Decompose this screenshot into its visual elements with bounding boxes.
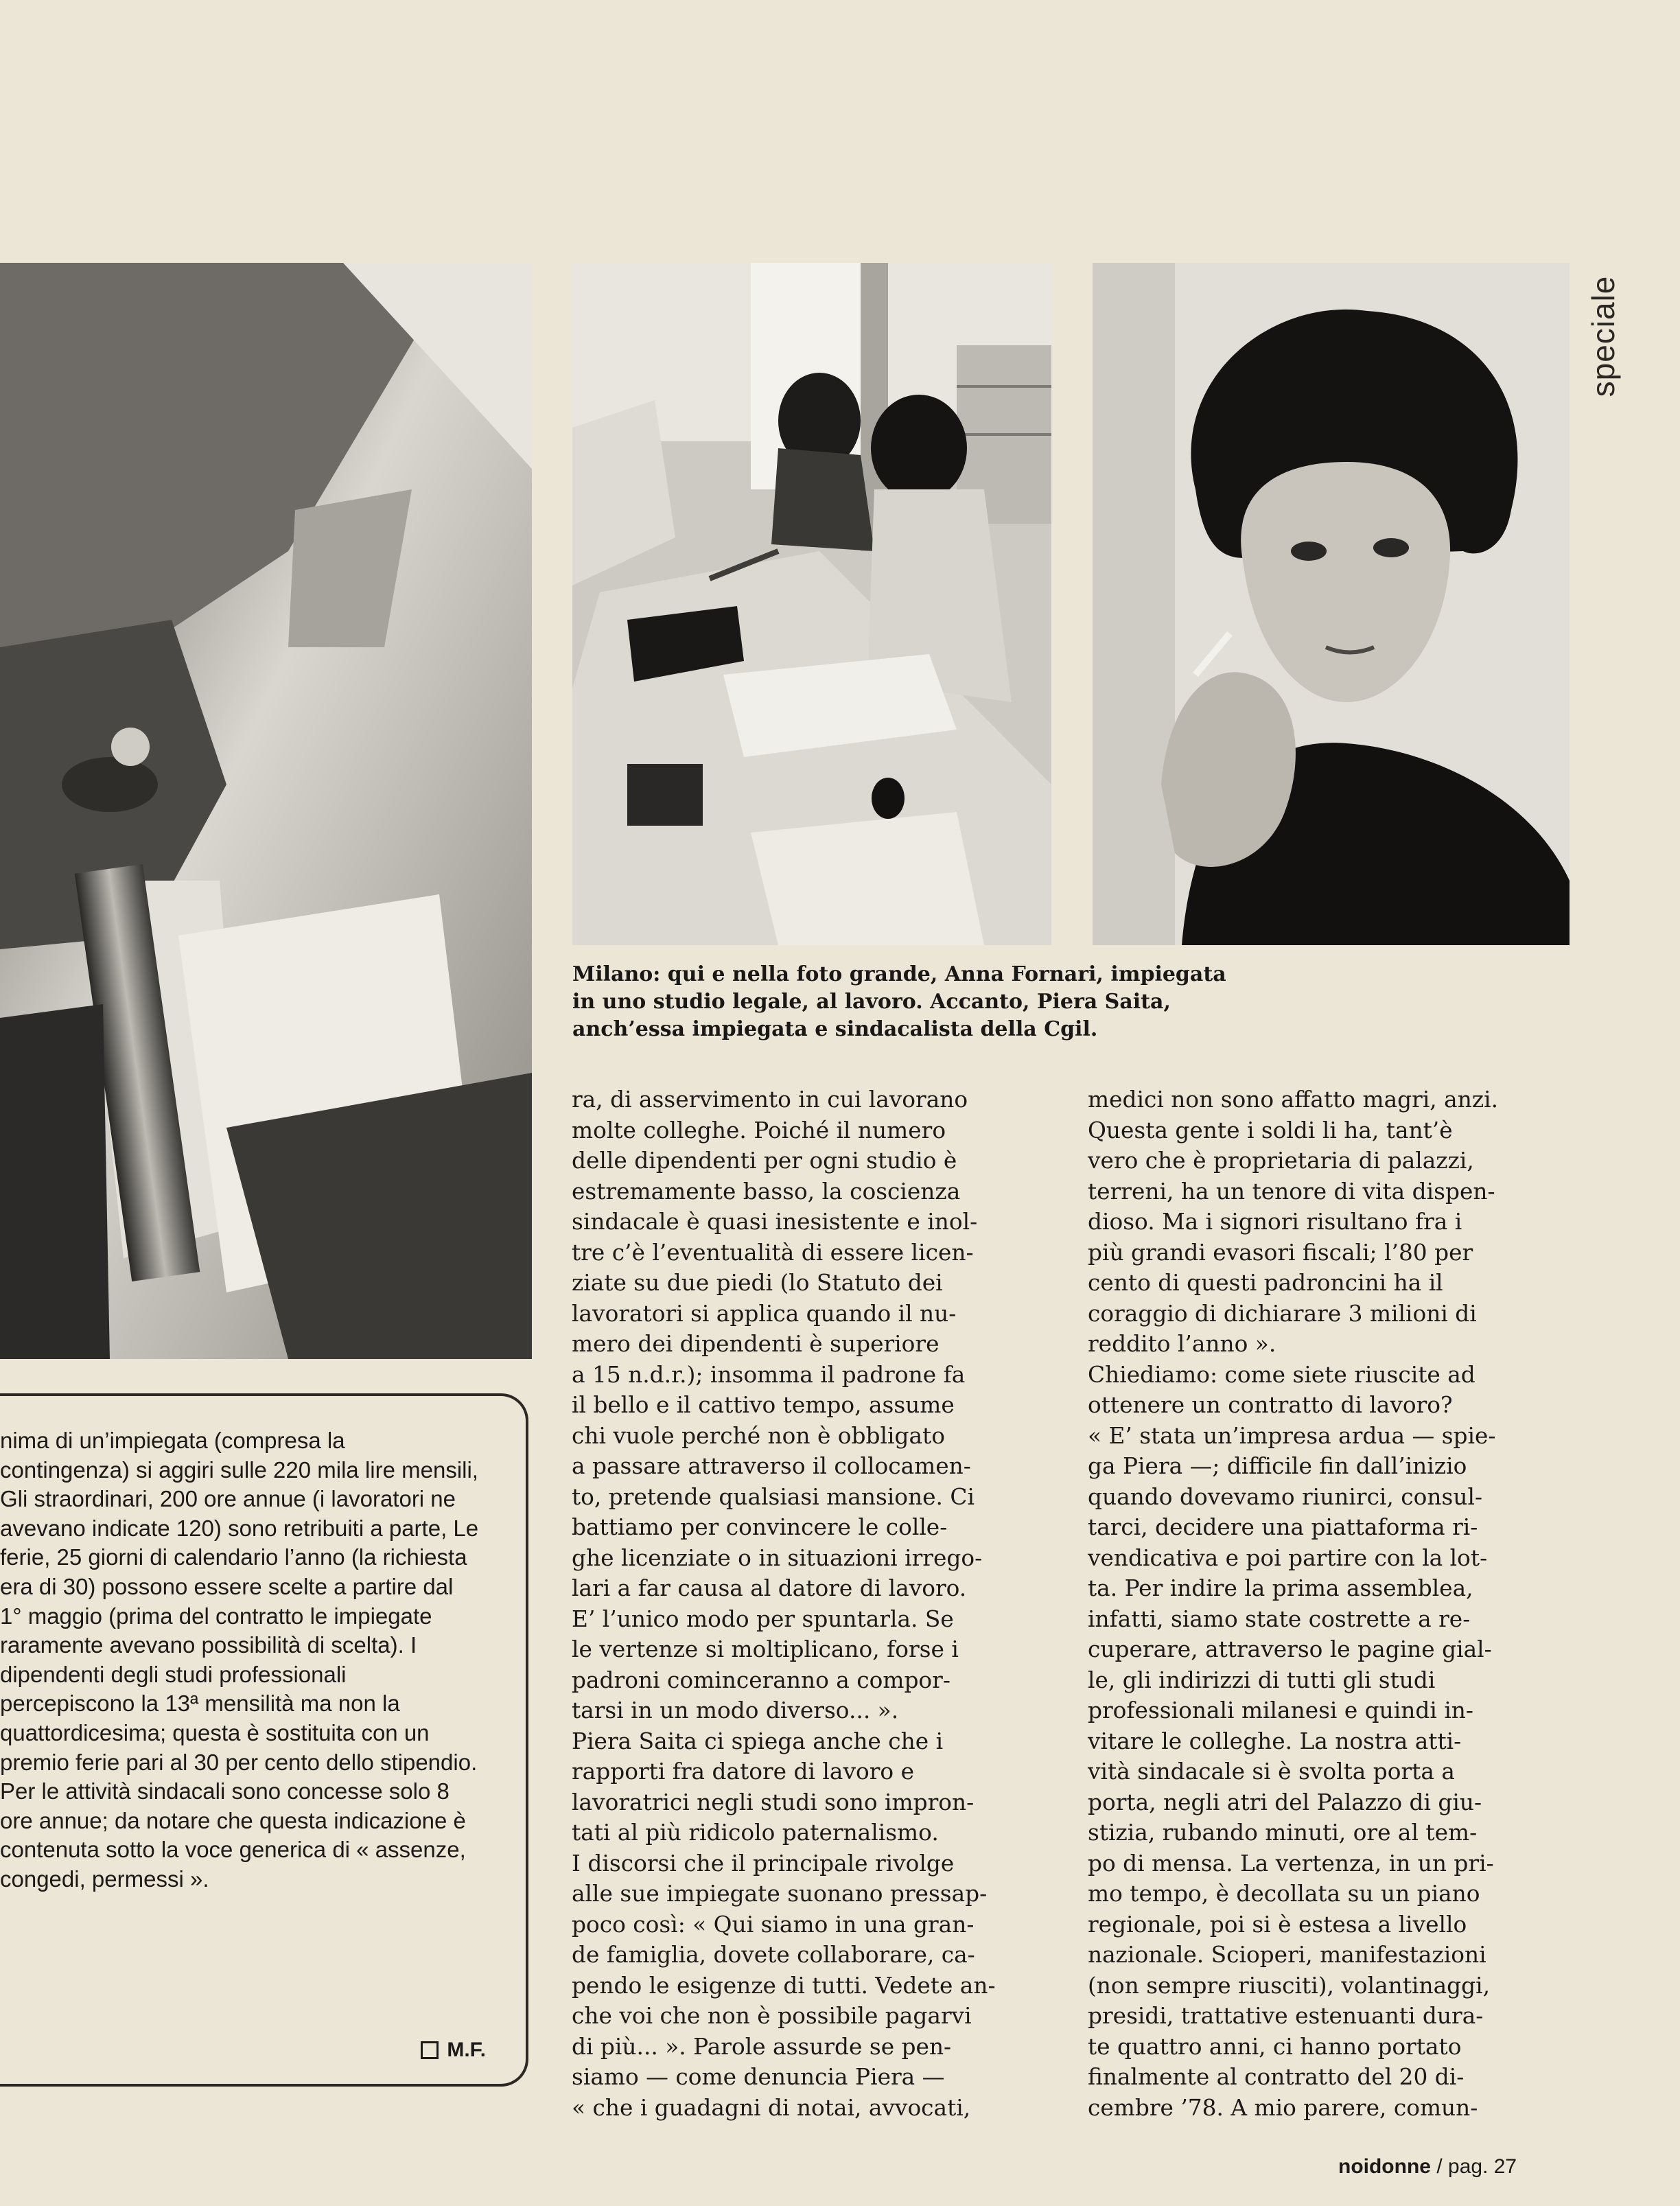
article-column-3	[1088, 1084, 1582, 2123]
text-line: quando dovevamo riunirci, consul-	[1088, 1483, 1483, 1510]
magazine-name: noidonne	[1338, 2155, 1431, 2178]
text-line: porta, negli atri del Palazzo di giu-	[1088, 1789, 1482, 1815]
text-line: il bello e il cattivo tempo, assume	[572, 1392, 955, 1418]
text-line: padroni cominceranno a compor-	[572, 1667, 950, 1693]
boxed-article-text: nima di un’impiegata (compresa la contingenza) si aggiri sulle 220 mila lire mensili, Gli straordinari, 200 ore annue (i lavoratori ne avevano indicate 120) sono retribuiti a parte, Le ferie, 25 giorni di calendario l’anno (la richiesta era di 30) possono essere scelte a partire dal 1° maggio (prima del contratto le impiegate raramente avevano possibilità di scelta). I dipendenti degli studi professionali percepiscono la 13ª mensilità ma non la quattordicesima; questa è sostituita con un premio ferie pari al 30 per cento dello stipendio. Per le attività sindacali sono concesse solo 8 ore annue; da notare che questa indicazione è contenuta sotto la voce generica di « assenze, congedi, permessi ».	[0, 1428, 479, 1892]
boxed-article	[0, 1393, 528, 2087]
text-line: ra, di asservimento in cui lavorano	[572, 1087, 968, 1113]
footer-separator: /	[1436, 2155, 1443, 2178]
author-signature	[421, 2039, 486, 2062]
text-line: siamo — come denuncia Piera —	[572, 2064, 945, 2090]
text-line: lari a far causa al datore di lavoro.	[572, 1575, 967, 1601]
text-line: ziate su due piedi (lo Statuto dei	[572, 1270, 943, 1296]
text-line: (non sempre riusciti), volantinaggi,	[1088, 1972, 1491, 1999]
page-footer	[1338, 2155, 1517, 2179]
text-line: lavoratrici negli studi sono impron-	[572, 1789, 975, 1815]
text-line: nazionale. Scioperi, manifestazioni	[1088, 1942, 1486, 1968]
text-line: finalmente al contratto del 20 di-	[1088, 2064, 1465, 2090]
page-number: pag. 27	[1448, 2155, 1517, 2178]
text-line: che voi che non è possibile pagarvi	[572, 2003, 972, 2029]
photo-caption	[572, 961, 1416, 1043]
text-line: tarci, decidere una piattaforma ri-	[1088, 1514, 1478, 1540]
text-line: alle sue impiegate suonano pressap-	[572, 1881, 988, 1907]
text-line: ottenere un contratto di lavoro?	[1088, 1392, 1453, 1418]
text-line: Questa gente i soldi li ha, tant’è	[1088, 1117, 1453, 1143]
text-line: le, gli indirizzi di tutti gli studi	[1088, 1667, 1436, 1693]
typewriter-photo	[0, 263, 532, 1359]
text-line: terreni, ha un tenore di vita dispen-	[1088, 1178, 1495, 1205]
text-line: ta. Per indire la prima assemblea,	[1088, 1575, 1473, 1601]
text-line: Chiediamo: come siete riuscite ad	[1088, 1361, 1475, 1388]
text-line: battiamo per convincere le colle-	[572, 1514, 948, 1540]
text-line: pendo le esigenze di tutti. Vedete an-	[572, 1972, 996, 1999]
section-label	[1576, 261, 1631, 412]
caption-line: anch’essa impiegata e sindacalista della Cgil.	[572, 1017, 1098, 1041]
article-column-2	[572, 1084, 1066, 2123]
text-line: ga Piera —; difficile fin dall’inizio	[1088, 1453, 1467, 1479]
text-line: a passare attraverso il collocamen-	[572, 1453, 971, 1479]
text-line: a 15 n.d.r.); insomma il padrone fa	[572, 1361, 966, 1388]
text-line: mo tempo, è decollata su un piano	[1088, 1881, 1480, 1907]
portrait-photo	[1093, 263, 1570, 945]
text-line: molte colleghe. Poiché il numero	[572, 1117, 946, 1143]
text-line: « che i guadagni di notai, avvocati,	[572, 2094, 971, 2121]
caption-line: Milano: qui e nella foto grande, Anna Fornari, impiegata	[572, 962, 1226, 986]
text-line: to, pretende qualsiasi mansione. Ci	[572, 1483, 975, 1510]
text-line: medici non sono affatto magri, anzi.	[1088, 1087, 1499, 1113]
text-line: lavoratori si applica quando il nu-	[572, 1300, 957, 1327]
text-line: « E’ stata un’impresa ardua — spie-	[1088, 1422, 1496, 1449]
text-line: vitare le colleghe. La nostra atti-	[1088, 1728, 1462, 1754]
text-line: te quattro anni, ci hanno portato	[1088, 2033, 1462, 2060]
author-initials: M.F.	[447, 2039, 486, 2061]
text-line: sindacale è quasi inesistente e inol-	[572, 1209, 978, 1235]
text-line: E’ l’unico modo per spuntarla. Se	[572, 1605, 954, 1632]
text-line: estremamente basso, la coscienza	[572, 1178, 961, 1205]
text-line: reddito l’anno ».	[1088, 1331, 1276, 1357]
text-line: vendicativa e poi partire con la lot-	[1088, 1544, 1488, 1571]
text-line: Piera Saita ci spiega anche che i	[572, 1728, 944, 1754]
caption-line: in uno studio legale, al lavoro. Accanto, Piera Saita,	[572, 990, 1171, 1014]
text-line: di più... ». Parole assurde se pen-	[572, 2033, 952, 2060]
text-line: dioso. Ma i signori risultano fra i	[1088, 1209, 1462, 1235]
text-line: coraggio di dichiarare 3 milioni di	[1088, 1300, 1477, 1327]
text-line: tre c’è l’eventualità di essere licen-	[572, 1239, 974, 1266]
section-label-text: speciale	[1585, 275, 1621, 397]
text-line: I discorsi che il principale rivolge	[572, 1850, 955, 1877]
text-line: vero che è proprietaria di palazzi,	[1088, 1148, 1474, 1174]
text-line: mero dei dipendenti è superiore	[572, 1331, 940, 1357]
text-line: rapporti fra datore di lavoro e	[572, 1758, 914, 1785]
text-line: chi vuole perché non è obbligato	[572, 1422, 945, 1449]
text-line: professionali milanesi e quindi in-	[1088, 1697, 1474, 1723]
text-line: poco così: « Qui siamo in una gran-	[572, 1911, 975, 1938]
office-workers-photo	[572, 263, 1051, 945]
text-line: tarsi in un modo diverso... ».	[572, 1697, 899, 1723]
text-line: infatti, siamo state costrette a re-	[1088, 1605, 1471, 1632]
text-line: cuperare, attraverso le pagine gial-	[1088, 1636, 1492, 1662]
text-line: presidi, trattative estenuanti dura-	[1088, 2003, 1484, 2029]
text-line: cento di questi padroncini ha il	[1088, 1270, 1443, 1296]
text-line: de famiglia, dovete collaborare, ca-	[572, 1942, 975, 1968]
text-line: più grandi evasori fiscali; l’80 per	[1088, 1239, 1473, 1266]
text-line: tati al più ridicolo paternalismo.	[572, 1820, 939, 1846]
text-line: po di mensa. La vertenza, in un pri-	[1088, 1850, 1494, 1877]
text-line: delle dipendenti per ogni studio è	[572, 1148, 957, 1174]
text-line: ghe licenziate o in situazioni irrego-	[572, 1544, 983, 1571]
square-bullet-icon	[421, 2041, 439, 2059]
text-line: cembre ’78. A mio parere, comun-	[1088, 2094, 1478, 2121]
text-line: stizia, rubando minuti, ore al tem-	[1088, 1820, 1478, 1846]
text-line: le vertenze si moltiplicano, forse i	[572, 1636, 959, 1662]
text-line: vità sindacale si è svolta porta a	[1088, 1758, 1455, 1785]
text-line: regionale, poi si è estesa a livello	[1088, 1911, 1467, 1938]
